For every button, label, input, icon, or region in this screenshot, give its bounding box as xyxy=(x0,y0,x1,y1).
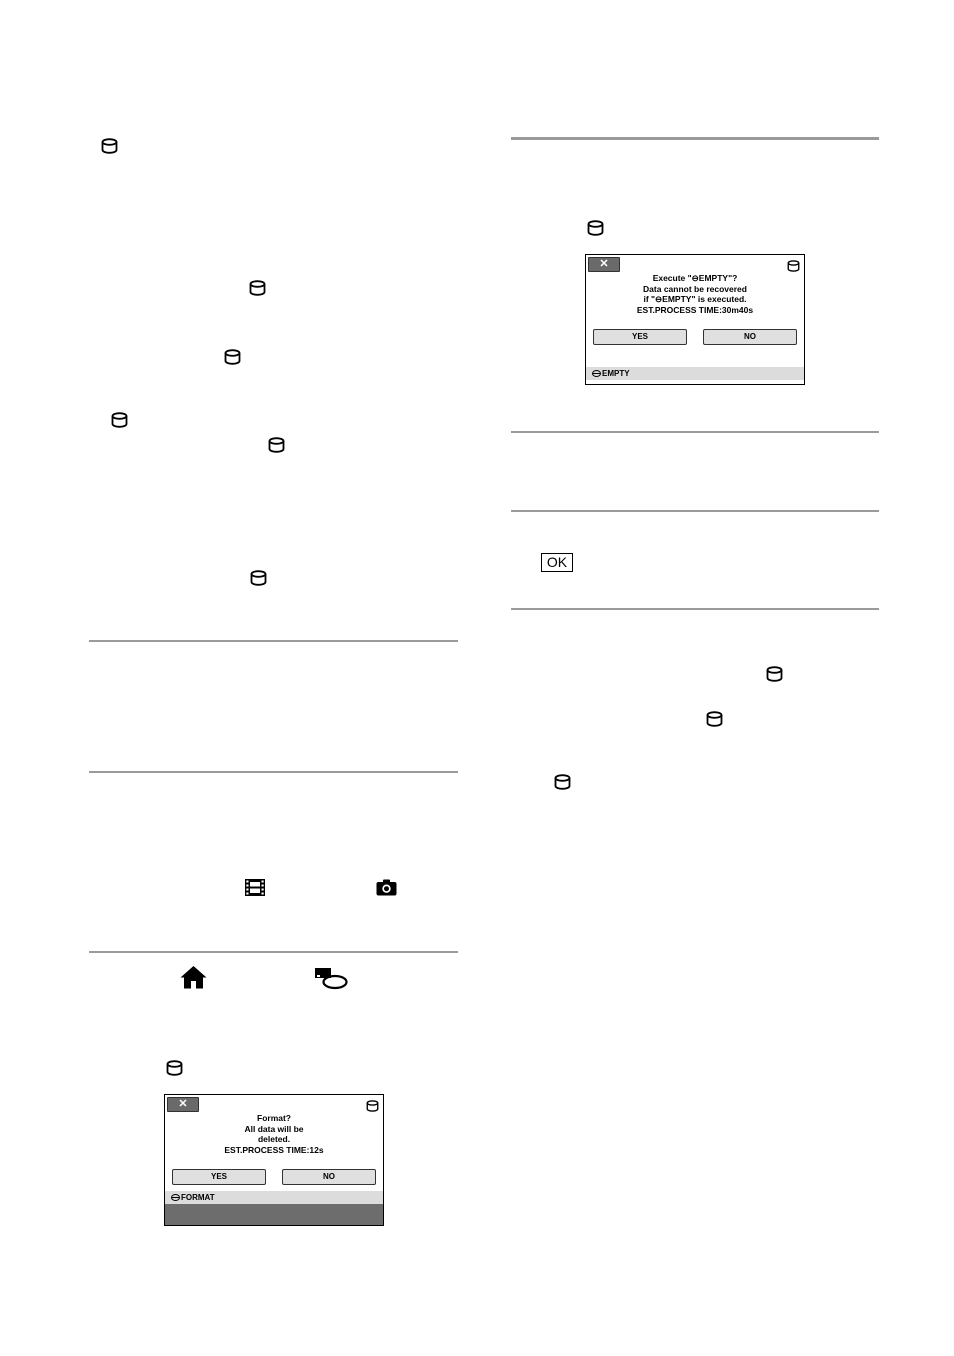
format-message xyxy=(165,1113,383,1155)
section-divider xyxy=(511,608,879,610)
message-line: EST.PROCESS TIME:12s xyxy=(224,1144,324,1155)
home-icon xyxy=(180,965,207,989)
status-bar xyxy=(586,367,804,380)
hdd-icon xyxy=(268,437,285,453)
message-line: Data cannot be recovered xyxy=(643,283,747,294)
no-button[interactable]: NO xyxy=(703,329,797,345)
camera-icon xyxy=(376,879,397,896)
hdd-icon xyxy=(554,774,571,790)
message-line: if "⊖EMPTY" is executed. xyxy=(643,294,747,304)
movie-film-icon xyxy=(245,879,265,896)
hdd-icon xyxy=(166,1060,183,1076)
status-label: FORMAT xyxy=(181,1193,215,1202)
hdd-icon xyxy=(101,138,118,154)
empty-screen xyxy=(585,254,805,385)
hdd-icon xyxy=(249,280,266,296)
hdd-icon xyxy=(366,1099,379,1111)
section-divider xyxy=(511,137,879,140)
message-line: deleted. xyxy=(257,1134,291,1144)
hdd-icon xyxy=(111,412,128,428)
disc-icon xyxy=(592,370,601,377)
section-divider xyxy=(89,640,458,642)
empty-message xyxy=(586,273,804,315)
yes-button[interactable]: YES xyxy=(172,1169,266,1185)
manage-media-icon xyxy=(314,967,348,990)
hdd-icon xyxy=(224,349,241,365)
format-screen xyxy=(164,1094,384,1226)
section-divider xyxy=(89,951,458,953)
hdd-icon xyxy=(250,570,267,586)
hdd-icon xyxy=(787,259,800,271)
message-line: Format? xyxy=(257,1113,291,1123)
close-button[interactable]: ✕ xyxy=(588,257,620,272)
status-bar xyxy=(165,1191,383,1204)
section-divider xyxy=(89,771,458,773)
no-button[interactable]: NO xyxy=(282,1169,376,1185)
section-divider xyxy=(511,431,879,433)
message-line: All data will be xyxy=(244,1123,304,1134)
message-line: Execute "⊖EMPTY"? xyxy=(652,273,738,283)
disc-icon xyxy=(171,1194,180,1201)
section-divider xyxy=(511,510,879,512)
status-label: EMPTY xyxy=(602,369,630,378)
yes-button[interactable]: YES xyxy=(593,329,687,345)
hdd-icon xyxy=(587,220,604,236)
message-line: EST.PROCESS TIME:30m40s xyxy=(636,304,754,315)
hdd-icon xyxy=(766,666,783,682)
close-button[interactable]: ✕ xyxy=(167,1097,199,1112)
ok-button-icon: OK xyxy=(541,553,573,572)
hdd-icon xyxy=(706,711,723,727)
footer-band xyxy=(165,1204,383,1225)
